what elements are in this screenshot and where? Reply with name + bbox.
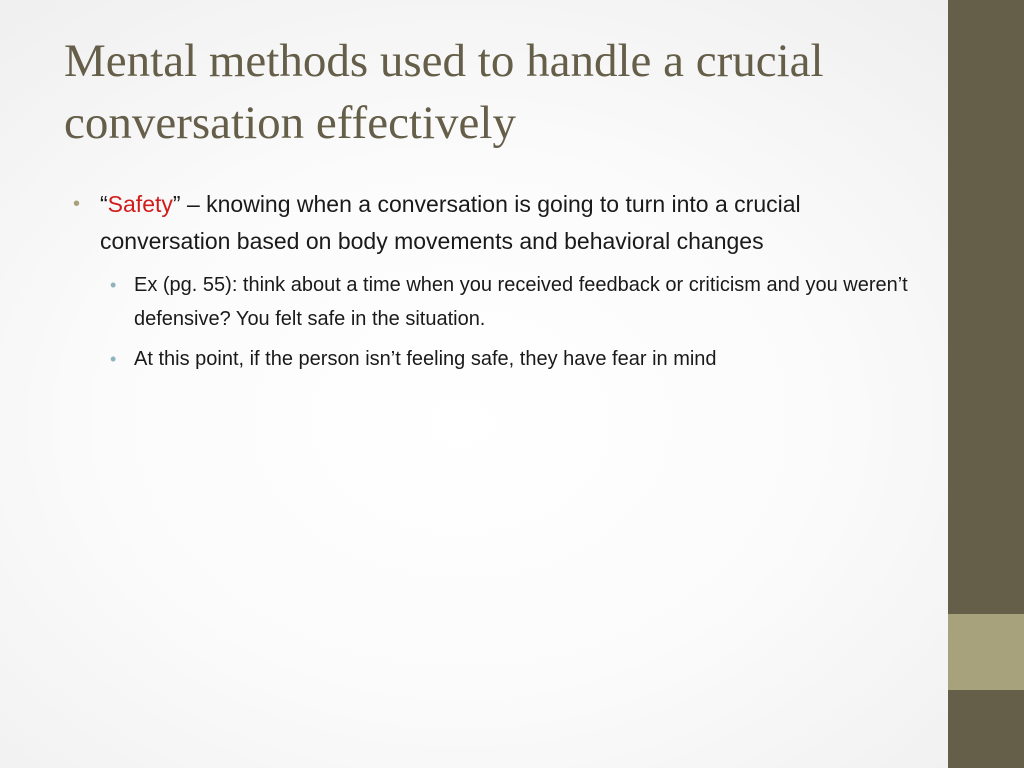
sub-bullet-dot-icon: •	[110, 349, 117, 369]
sub-bullet-dot-icon: •	[110, 275, 117, 295]
highlighted-keyword: Safety	[107, 191, 173, 217]
sub-bullet-fear	[110, 342, 920, 376]
sub-bullet-text: Ex (pg. 55): think about a time when you received feedback or criticism and you weren’t defensive? You felt safe in the situation.	[134, 274, 908, 330]
quote-open: “	[100, 191, 108, 217]
bullet-safety	[73, 186, 920, 376]
bullet-list	[73, 186, 920, 382]
sub-bullet-list	[110, 268, 920, 376]
sidebar-accent-block	[948, 614, 1024, 690]
sub-bullet-text: At this point, if the person isn’t feeling safe, they have fear in mind	[134, 348, 717, 370]
slide-title: Mental methods used to handle a crucial conversation effectively	[64, 35, 824, 149]
bullet-dot-icon: •	[73, 193, 81, 215]
bullet-text: ” – knowing when a conversation is going to turn into a crucial conversation based on body movements and behavioral changes	[100, 191, 801, 254]
sub-bullet-example	[110, 268, 920, 336]
